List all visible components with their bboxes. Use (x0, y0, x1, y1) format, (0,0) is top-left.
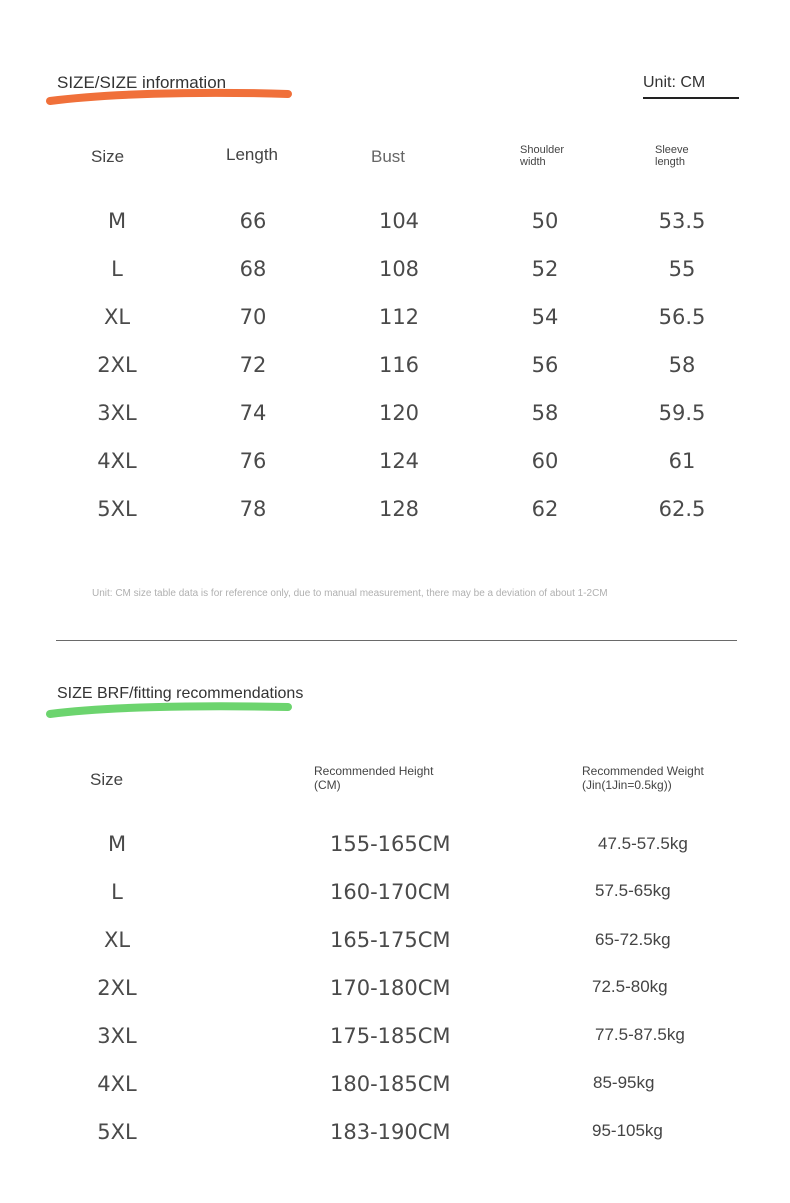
table-cell-length: 72 (239, 353, 267, 377)
unit-label: Unit: CM (643, 74, 706, 91)
fit-cell-size: M (107, 832, 127, 856)
table-cell-bust: 112 (378, 305, 420, 329)
table-cell-length: 76 (239, 449, 267, 473)
fit-cell-height: 165-175CM (330, 928, 451, 952)
fit-header-height (314, 764, 433, 792)
table-cell-shoulder: 56 (531, 353, 559, 377)
table-cell-sleeve: 53.5 (658, 209, 706, 233)
fit-header-weight-line1: Recommended Weight (582, 764, 704, 778)
fit-cell-size: 4XL (97, 1072, 137, 1096)
table-cell-sleeve: 56.5 (658, 305, 706, 329)
table-cell-shoulder: 58 (531, 401, 559, 425)
fit-cell-weight: 57.5-65kg (595, 881, 671, 900)
table-cell-length: 78 (239, 497, 267, 521)
table-cell-bust: 124 (378, 449, 420, 473)
header-bust: Bust (371, 147, 406, 166)
fit-header-height-line1: Recommended Height (314, 764, 434, 778)
table-cell-bust: 128 (378, 497, 420, 521)
table-cell-shoulder: 62 (531, 497, 559, 521)
header-size: Size (91, 147, 125, 166)
table-cell-size: 4XL (97, 449, 137, 473)
table-cell-shoulder: 60 (531, 449, 559, 473)
header-sleeve-line2: length (655, 156, 685, 168)
table-cell-sleeve: 62.5 (658, 497, 706, 521)
fit-cell-size: 5XL (97, 1120, 137, 1144)
table-cell-sleeve: 58 (668, 353, 696, 377)
table-cell-size: XL (103, 305, 131, 329)
table-cell-bust: 120 (378, 401, 420, 425)
fit-cell-height: 175-185CM (330, 1024, 451, 1048)
section-divider (56, 640, 737, 641)
header-shoulder-line2: width (520, 156, 546, 168)
fit-header-size: Size (90, 770, 124, 789)
measurement-note: Unit: CM size table data is for reference only, due to manual measurement, there may be a deviation of about 1-2CM (92, 588, 608, 599)
fit-header-weight-line2: (Jin(1Jin=0.5kg)) (582, 778, 672, 792)
header-sleeve-length (655, 144, 745, 168)
table-cell-shoulder: 52 (531, 257, 559, 281)
fit-cell-weight: 95-105kg (592, 1121, 663, 1140)
fit-cell-weight: 77.5-87.5kg (595, 1025, 685, 1044)
fit-cell-height: 183-190CM (330, 1120, 451, 1144)
header-shoulder-width (520, 144, 610, 168)
fit-header-height-line2: (CM) (314, 778, 341, 792)
table-cell-size: 5XL (97, 497, 137, 521)
fit-cell-weight: 85-95kg (593, 1073, 655, 1092)
table-cell-length: 70 (239, 305, 267, 329)
table-cell-shoulder: 50 (531, 209, 559, 233)
table-cell-length: 66 (239, 209, 267, 233)
table-cell-size: L (111, 257, 123, 281)
table-cell-size: 2XL (97, 353, 137, 377)
table-cell-bust: 108 (378, 257, 420, 281)
fit-cell-weight: 65-72.5kg (595, 930, 671, 949)
table-cell-bust: 104 (378, 209, 420, 233)
fit-cell-height: 160-170CM (330, 880, 451, 904)
unit-underline (643, 97, 739, 99)
table-cell-length: 74 (239, 401, 267, 425)
table-cell-length: 68 (239, 257, 267, 281)
table-cell-sleeve: 59.5 (658, 401, 706, 425)
table-cell-shoulder: 54 (531, 305, 559, 329)
table-cell-size: M (107, 209, 127, 233)
header-shoulder-line1: Shoulder (520, 144, 565, 156)
fit-cell-size: 2XL (97, 976, 137, 1000)
fit-cell-weight: 47.5-57.5kg (598, 834, 688, 853)
fitting-title: SIZE BRF/fitting recommendations (57, 685, 304, 702)
table-cell-sleeve: 55 (668, 257, 696, 281)
fit-header-weight (582, 764, 704, 792)
header-sleeve-line1: Sleeve (655, 144, 689, 156)
fit-cell-size: L (111, 880, 123, 904)
fit-cell-height: 180-185CM (330, 1072, 451, 1096)
size-info-title: SIZE/SIZE information (57, 73, 227, 92)
header-length: Length (226, 145, 278, 164)
table-cell-size: 3XL (97, 401, 137, 425)
table-cell-bust: 116 (378, 353, 420, 377)
table-cell-sleeve: 61 (668, 449, 696, 473)
fit-cell-height: 170-180CM (330, 976, 451, 1000)
fit-cell-size: XL (103, 928, 131, 952)
fit-cell-size: 3XL (97, 1024, 137, 1048)
fit-cell-weight: 72.5-80kg (592, 977, 668, 996)
fit-cell-height: 155-165CM (330, 832, 451, 856)
